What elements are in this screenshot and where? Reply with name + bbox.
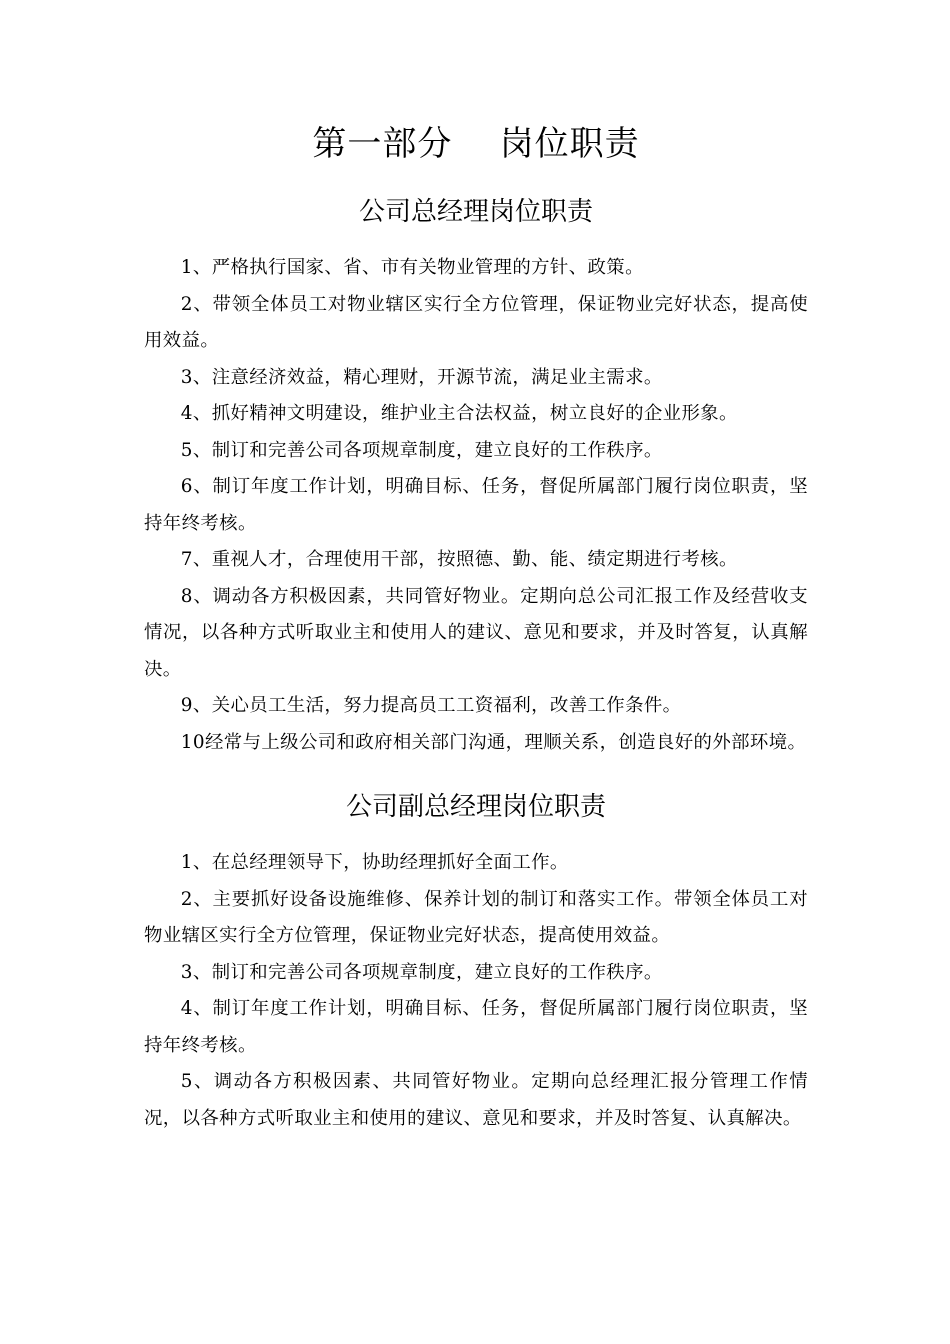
document-page bbox=[144, 118, 808, 1137]
list-item: 7、重视人才，合理使用干部，按照德、勤、能、绩定期进行考核。 bbox=[180, 549, 738, 570]
list-item: 9、关心员工生活，努力提高员工工资福利，改善工作条件。 bbox=[180, 695, 682, 716]
list-item: 5、制订和完善公司各项规章制度，建立良好的工作秩序。 bbox=[180, 439, 663, 461]
list-item: 4、制订年度工作计划，明确目标、任务，督促所属部门履行岗位职责，坚持年终考核。 bbox=[144, 998, 808, 1056]
list-item: 3、注意经济效益，精心理财，开源节流，满足业主需求。 bbox=[180, 366, 663, 388]
section-items-deputy-general-manager bbox=[144, 845, 808, 1137]
list-item: 1、在总经理领导下，协助经理抓好全面工作。 bbox=[180, 852, 569, 873]
page-title: 第一部分 岗位职责 bbox=[312, 124, 640, 164]
list-item: 1、严格执行国家、省、市有关物业管理的方针、政策。 bbox=[180, 257, 644, 278]
list-item: 2、主要抓好设备设施维修、保养计划的制订和落实工作。带领全体员工对物业辖区实行全方位管理，保证物业完好状态，提高使用效益。 bbox=[144, 888, 808, 946]
list-item: 2、带领全体员工对物业辖区实行全方位管理，保证物业完好状态，提高使用效益。 bbox=[144, 293, 808, 351]
list-item: 10经常与上级公司和政府相关部门沟通，理顺关系，创造良好的外部环境。 bbox=[180, 731, 807, 753]
section-heading-deputy-general-manager: 公司副总经理岗位职责 bbox=[345, 792, 606, 822]
list-item: 5、调动各方积极因素、共同管好物业。定期向总经理汇报分管理工作情况，以各种方式听取业主和使用的建议、意见和要求，并及时答复、认真解决。 bbox=[144, 1071, 808, 1129]
section-heading-general-manager: 公司总经理岗位职责 bbox=[358, 197, 593, 227]
list-item: 3、制订和完善公司各项规章制度，建立良好的工作秩序。 bbox=[180, 961, 663, 983]
list-item: 6、制订年度工作计划，明确目标、任务，督促所属部门履行岗位职责，坚持年终考核。 bbox=[144, 476, 808, 534]
list-item: 4、抓好精神文明建设，维护业主合法权益，树立良好的企业形象。 bbox=[180, 403, 738, 424]
section-items-general-manager bbox=[144, 250, 808, 761]
list-item: 8、调动各方积极因素，共同管好物业。定期向总公司汇报工作及经营收支情况，以各种方式听取业主和使用人的建议、意见和要求，并及时答复，认真解决。 bbox=[144, 585, 808, 680]
